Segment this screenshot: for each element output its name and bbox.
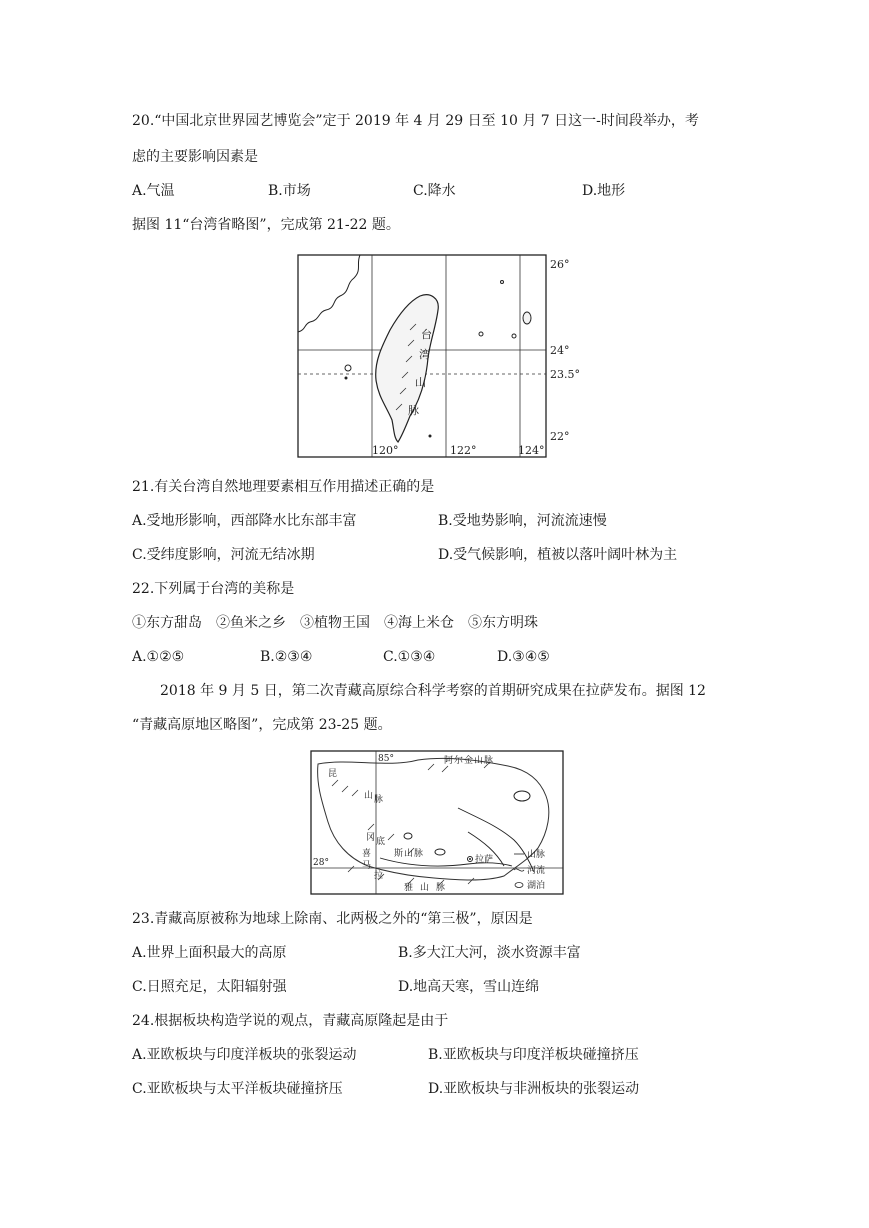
- mountain-char-1: 台: [421, 328, 432, 341]
- lon-label-120: 120°: [372, 444, 399, 457]
- range-char-5: 脉: [484, 756, 494, 766]
- range-char-3: 金: [464, 756, 474, 766]
- q24-stem: 24.根据板块构造学说的观点，青藏高原隆起是由于: [132, 1013, 449, 1029]
- q20-option-c: C.降水: [413, 183, 456, 199]
- lon-label-85: 85°: [378, 754, 394, 764]
- tibet-map: [308, 748, 576, 898]
- intro-23-25-line2: “青藏高原地区略图”，完成第 23-25 题。: [132, 717, 392, 733]
- lon-label-124: 124°: [518, 444, 545, 457]
- lat-label-24: 24°: [550, 344, 570, 357]
- q21-option-a: A.受地形影响，西部降水比东部丰富: [132, 513, 357, 529]
- lat-label-26: 26°: [550, 258, 570, 271]
- q23-option-a: A.世界上面积最大的高原: [132, 945, 287, 961]
- mountain-char-2: 湾: [419, 348, 430, 361]
- range-char-10: 底: [376, 837, 386, 847]
- legend-lake: 湖泊: [527, 881, 546, 891]
- range-char-2: 尔: [454, 756, 464, 766]
- q21-stem: 21.有关台湾自然地理要素相互作用描述正确的是: [132, 479, 435, 495]
- q23-option-d: D.地高天寒，雪山连绵: [398, 979, 540, 995]
- range-char-14: 喜: [362, 849, 372, 859]
- q22-items: ①东方甜岛 ②鱼米之乡 ③植物王国 ④海上米仓 ⑤东方明珠: [132, 615, 538, 631]
- lat-label-28: 28°: [313, 858, 329, 868]
- range-char-13: 脉: [414, 849, 424, 859]
- legend-river: 河流: [527, 866, 546, 876]
- intro-23-25-line1: 2018 年 9 月 5 日，第二次青藏高原综合科学考察的首期研究成果在拉萨发布。据图 12: [160, 683, 706, 699]
- intro-21-22: 据图 11“台湾省略图”，完成第 21-22 题。: [132, 217, 400, 233]
- range-char-15: 马: [362, 861, 372, 871]
- q24-option-c: C.亚欧板块与太平洋板块碰撞挤压: [132, 1081, 343, 1097]
- q23-option-c: C.日照充足，太阳辐射强: [132, 979, 287, 995]
- q22-option-b: B.②③④: [260, 649, 313, 665]
- q22-option-d: D.③④⑤: [497, 649, 550, 665]
- q24-option-a: A.亚欧板块与印度洋板块的张裂运动: [132, 1047, 357, 1063]
- q21-option-c: C.受纬度影响，河流无结冰期: [132, 547, 315, 563]
- legend-mountain: 山脉: [527, 850, 546, 860]
- q21-option-b: B.受地势影响，河流流速慢: [438, 513, 607, 529]
- range-char-16: 拉: [374, 871, 384, 881]
- q20-option-a: A.气温: [132, 183, 175, 199]
- q22-option-a: A.①②⑤: [132, 649, 185, 665]
- lat-label-23-5: 23.5°: [550, 368, 580, 381]
- q20-stem-line2: 虑的主要影响因素是: [132, 149, 258, 165]
- lat-label-22: 22°: [550, 430, 570, 443]
- range-char-9: 冈: [366, 833, 376, 843]
- range-char-17: 雅: [404, 883, 414, 893]
- q22-option-c: C.①③④: [383, 649, 436, 665]
- mountain-char-3: 山: [415, 376, 426, 389]
- mountain-char-4: 脉: [408, 404, 419, 417]
- q20-option-d: D.地形: [582, 183, 626, 199]
- range-char-11: 斯: [394, 849, 404, 859]
- range-char-8: 脉: [374, 795, 384, 805]
- range-char-18: 山: [420, 883, 430, 893]
- range-char-4: 山: [474, 756, 484, 766]
- range-char-12: 山: [404, 849, 414, 859]
- lon-label-122: 122°: [450, 444, 477, 457]
- range-char-1: 阿: [444, 756, 454, 766]
- q24-option-b: B.亚欧板块与印度洋板块碰撞挤压: [428, 1047, 639, 1063]
- penghu-islet: [345, 377, 348, 380]
- island-east-1: [523, 312, 531, 324]
- q24-option-d: D.亚欧板块与非洲板块的张裂运动: [428, 1081, 640, 1097]
- taiwan-map: [290, 250, 590, 462]
- range-char-19: 脉: [436, 883, 446, 893]
- q20-option-b: B.市场: [268, 183, 311, 199]
- q23-option-b: B.多大江大河，淡水资源丰富: [398, 945, 581, 961]
- q22-stem: 22.下列属于台湾的美称是: [132, 581, 295, 597]
- q21-option-d: D.受气候影响，植被以落叶阔叶林为主: [438, 547, 678, 563]
- lanyu-islet: [429, 435, 432, 438]
- q23-stem: 23.青藏高原被称为地球上除南、北两极之外的“第三极”，原因是: [132, 911, 533, 927]
- range-char-6: 昆: [328, 769, 338, 779]
- q20-stem-line1: 20.“中国北京世界园艺博览会”定于 2019 年 4 月 29 日至 10 月 7 日这一-时间段举办，考: [132, 113, 699, 129]
- range-char-7: 山: [364, 791, 374, 801]
- lhasa-label: 拉萨: [475, 855, 494, 865]
